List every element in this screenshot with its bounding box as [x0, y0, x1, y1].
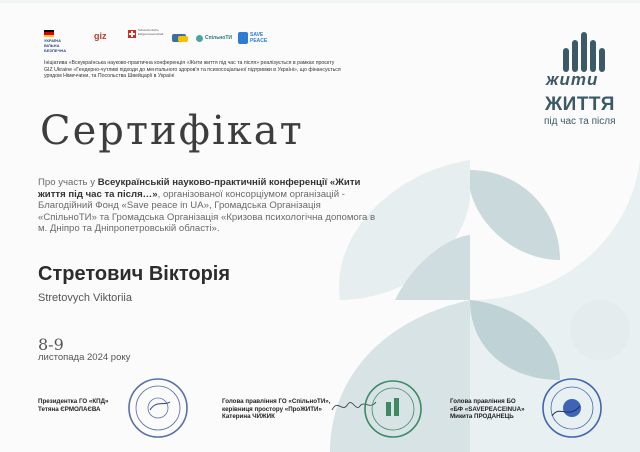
conference-brand — [540, 30, 620, 130]
recipient-name-en: Stretovych Viktoriia — [38, 292, 132, 304]
ua-program-logo: УКРАЇНА ВІЛЬНА БЕЗПЕЧНА — [44, 28, 84, 50]
kpd-logo — [172, 28, 192, 50]
stamp-spilnoty-icon — [362, 378, 424, 440]
event-month-year: листопада 2024 року — [38, 352, 131, 363]
brand-line2: ЖИТТЯ — [545, 94, 615, 115]
event-days: 8-9 — [38, 335, 64, 354]
ukraine-flag-icon — [44, 30, 54, 37]
brand-line1: жити — [546, 70, 599, 89]
partner-logos — [44, 28, 284, 54]
save-peace-logo: SAVE PEACE — [238, 28, 278, 50]
signature-block-2: Голова правління ГО «СпільноТИ», керівниця простору «ПроЖИТИ» Катерина ЧИЖИК — [222, 398, 331, 421]
spilnoty-logo: СпільноТИ — [196, 28, 236, 50]
brand-line3: під час та після — [544, 116, 616, 127]
deco-shape-center — [470, 170, 560, 260]
stamp-savepeace-icon — [540, 376, 604, 440]
signature-block-1: Президентка ГО «КПД» Тетяна ЄРМОЛАЄВА — [38, 398, 109, 413]
event-name: Всеукраїнській науково-практичній конференції «Жити життя під час та після…» — [38, 177, 361, 200]
signature-block-3: Голова правління БО «БФ «SAVEPEACEINUA» Микита ПРОДАНЕЦЬ — [450, 398, 525, 421]
swiss-cross-icon — [128, 30, 136, 38]
swiss-logo: Schweizerische Eidgenossenschaft — [128, 28, 166, 50]
participation-text: Про участь у Всеукраїнській науково-практичній конференції «Жити життя під час та після…», організованої консорціумом організацій - Благодійний Фонд «Save peace in UA», Громадська Організація «СпільноТИ» та Громадська Організація «Кризова психологічна допомога в м. Дніпро та Дніпропетровській області». — [38, 177, 376, 235]
certificate-title: Сертифікат — [40, 108, 304, 154]
recipient-name-ua: Стретович Вікторія — [38, 263, 231, 285]
initiative-text: Ініціатива «Всеукраїнська науково-практична конференція «Жити життя під час та після» реалізується в рамках проєкту GIZ Ukraine «Гендерно-чутливі підходи до ментального здоров'я та психосоціальної підтримки в Україні», що фінансується урядом Німеччини, та Посольства Швейцарії в Україні — [44, 60, 341, 80]
deco-circle — [570, 300, 630, 360]
stamp-kpd-icon — [126, 376, 190, 440]
giz-logo: giz — [94, 31, 107, 41]
